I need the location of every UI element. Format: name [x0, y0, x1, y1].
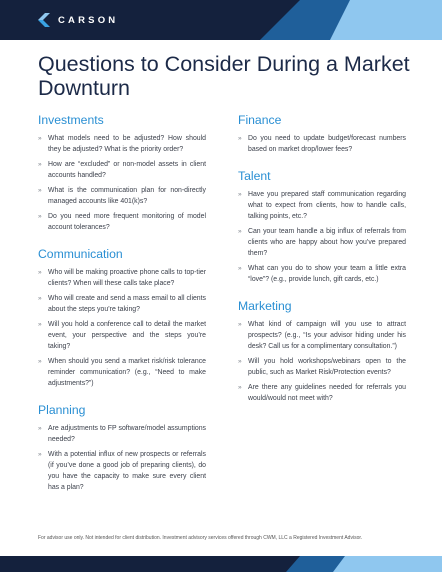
section-talent [238, 169, 406, 285]
brand-name: CARSON [58, 14, 119, 26]
bullet-icon: » [238, 265, 242, 272]
bullet-icon: » [38, 451, 42, 458]
page-title: Questions to Consider During a Market Downturn [38, 52, 410, 100]
section-heading: Communication [38, 247, 123, 261]
section-marketing [238, 299, 406, 404]
bullet-icon: » [38, 187, 42, 194]
right-column [238, 113, 406, 408]
question-list [38, 423, 206, 493]
section-communication [38, 247, 206, 389]
bullet-icon: » [38, 321, 42, 328]
list-item: » Will you hold a conference call to detail the market event, your perspective and the steps you’re taking? [38, 321, 206, 350]
carson-logo-icon [38, 13, 50, 27]
bullet-icon: » [38, 135, 42, 142]
list-item: » Are there any guidelines needed for referrals you would/would not meet with? [238, 384, 406, 402]
list-item: » Who will be making proactive phone calls to top-tier clients? When will these calls take place? [38, 269, 206, 287]
section-heading: Finance [238, 113, 282, 127]
brand-logo [38, 13, 118, 27]
bullet-icon: » [38, 425, 42, 432]
section-planning [38, 403, 206, 493]
question-list [38, 133, 206, 233]
footer-banner [0, 556, 442, 572]
question-list [238, 133, 406, 155]
bullet-icon: » [38, 213, 42, 220]
section-heading: Investments [38, 113, 104, 127]
list-item: » Do you need more frequent monitoring of model account tolerances? [38, 213, 206, 231]
bullet-icon: » [238, 321, 242, 328]
list-item: » Who will create and send a mass email to all clients about the steps you’re taking? [38, 295, 206, 313]
question-list [238, 319, 406, 404]
bullet-icon: » [38, 358, 42, 365]
bullet-icon: » [238, 228, 242, 235]
list-item: » Will you hold workshops/webinars open to the public, such as Market Risk/Protection events? [238, 358, 406, 376]
list-item: » Do you need to update budget/forecast numbers based on market drop/lower fees? [238, 135, 406, 153]
section-heading: Talent [238, 169, 271, 183]
list-item: » Have you prepared staff communication regarding what to expect from clients, how to handle calls, talking points, etc.? [238, 191, 406, 220]
bullet-icon: » [238, 384, 242, 391]
left-column [38, 113, 206, 497]
section-investments [38, 113, 206, 233]
list-item: » What kind of campaign will you use to attract prospects? (e.g., “Is your advisor hiding under his desk? Call us for a complimentary consultation.”) [238, 321, 406, 350]
list-item: » How are “excluded” or non-model assets in client accounts handled? [38, 161, 206, 179]
list-item: » Can your team handle a big influx of referrals from clients who are happy about how you’ve prepared them? [238, 228, 406, 257]
list-item: » When should you send a market risk/risk tolerance reminder communication? (e.g., “Need to make adjustments?”) [38, 358, 206, 387]
section-finance [238, 113, 406, 155]
list-item: » What models need to be adjusted? How should they be adjusted? What is the priority order? [38, 135, 206, 153]
question-list [38, 267, 206, 389]
bullet-icon: » [38, 269, 42, 276]
question-list [238, 189, 406, 285]
footer-disclaimer: For advisor use only. Not intended for client distribution. Investment advisory services offered through CWM, LLC a Registered Investment Advisor. [38, 535, 363, 541]
list-item: » What can you do to show your team a little extra “love”? (e.g., provide lunch, gift cards, etc.) [238, 265, 406, 283]
bullet-icon: » [38, 161, 42, 168]
list-item: » What is the communication plan for non-directly managed accounts like 401(k)s? [38, 187, 206, 205]
list-item: » With a potential influx of new prospects or referrals (if you’ve done a good job of preparing clients), do you have the capacity to make sure every client has a plan? [38, 451, 206, 491]
section-heading: Marketing [238, 299, 292, 313]
section-heading: Planning [38, 403, 86, 417]
bullet-icon: » [238, 191, 242, 198]
bullet-icon: » [38, 295, 42, 302]
list-item: » Are adjustments to FP software/model assumptions needed? [38, 425, 206, 443]
footer-graphic [0, 556, 442, 572]
bullet-icon: » [238, 135, 242, 142]
bullet-icon: » [238, 358, 242, 365]
